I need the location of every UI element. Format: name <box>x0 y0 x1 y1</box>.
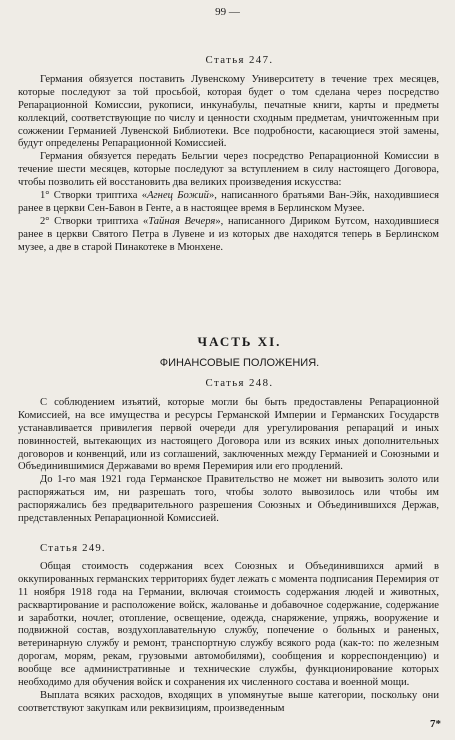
item-2-prefix: 2° Створки триптиха « <box>40 215 149 227</box>
article-247-paragraph-1: Германия обязуется поставить Лувенскому Университету в течение трех месяцев, которые последуют за той просьбой, которая будет о том сделана через посредство Репарационной Комиссии, рукописи, инкунабулы, печатные книги, карты и предметы коллекций, соответствующие по числу и ценности сходным предметам, уничтоженным при сожжении Германией Лувенской Библиотеки. Все подробности, касающиеся этой замены, будут определены Репарационной Комиссией. <box>18 73 439 150</box>
part-title: ЧАСТЬ XI. <box>197 334 282 349</box>
article-249-paragraph-2: Выплата всяких расходов, входящих в упомянутые выше категории, поскольку они соответствуют закупкам или реквизициям, произведенным <box>18 689 439 714</box>
article-247 <box>18 54 439 255</box>
item-2-title: Тайная Вечеря <box>148 215 216 227</box>
article-249 <box>18 542 439 716</box>
item-2-text: », написанного Дириком Бутсом, находившиеся ранее в церкви Святого Петра в Лувене и из которых две находятся теперь в Берлинском музее, а две в старой Пинакотеке в Мюнхене. <box>18 215 439 253</box>
article-248-paragraph-1: С соблюдением изъятий, которые могли бы быть предоставлены Репарационной Комиссией, на все имущества и ресурсы Германской Империи и Германских Государств устанавливается привилегия первой очереди для урегулирования репараций и иных повинностей, вытекающих из настоящего Договора или из всяких иных дополнительных договоров и конвенций, или из соглашений, заключенных между Германией и Союзными и Объединившимися Державами во время Перемирия или его продлений. <box>18 396 439 473</box>
printer-signature-mark: 7* <box>430 718 441 730</box>
article-247-paragraph-2: Германия обязуется передать Бельгии через посредство Репарационной Комиссии в течение шести месяцев, которые последуют за вступлением в силу настоящего Договора, чтобы позволить ей восстановить два великих произведения искусства: <box>18 151 439 189</box>
page-number: 99 — <box>215 6 240 18</box>
article-249-paragraph-1: Общая стоимость содержания всех Союзных и Объединившихся армий в оккупированных германских территориях будет лежать с момента подписания Перемирия от 11 ноября 1918 года на Германии, включая стоимость содержания людей и животных, расквартирование и расположение войск, жалованье и добавочное содержание, содержание и заработки, ночлег, отопление, освещение, одежда, снаряжение, упряжь, вооружение и подвижной состав, воздухоплавательную службу, попечение о больных и раненых, ветеринарную службу и ремонт, транспортную службу всякого рода (как-то: по железным дорогам, морям, рекам, грузовыми автомобилями), сообщения и корреспонденцию) и вообще все административные и технические службы, функционирование которых необходимо для обучения войск и сохранения их численного состава и военной мощи. <box>18 560 439 689</box>
part-xi-header <box>18 336 439 370</box>
article-247-item-2 <box>18 216 439 255</box>
item-1-title: Агнец Божий <box>147 190 209 202</box>
article-248-paragraph-2: До 1-го мая 1921 года Германское Правительство не может ни вывозить золото или распоряжаться им, ни разрешать того, чтобы золото вывозилось или чтобы им распоряжались без предварительного разрешения Союзных и Объединившихся Держав, представленных Репарационной Комиссией. <box>18 474 439 525</box>
article-248-heading: Статья 248. <box>205 377 274 389</box>
article-249-heading: Статья 249. <box>40 542 106 554</box>
part-subtitle: ФИНАНСОВЫЕ ПОЛОЖЕНИЯ. <box>159 356 320 369</box>
article-247-item-1 <box>18 190 439 216</box>
item-1-prefix: 1° Створки триптиха « <box>40 190 148 202</box>
article-248 <box>18 377 439 526</box>
item-1-text: », написанного братьями Ван-Эйк, находившиеся ранее в церкви Сен-Бавон в Генте, а в настоящее время в Берлинском Музее. <box>18 190 439 214</box>
article-247-heading: Статья 247. <box>205 54 274 66</box>
